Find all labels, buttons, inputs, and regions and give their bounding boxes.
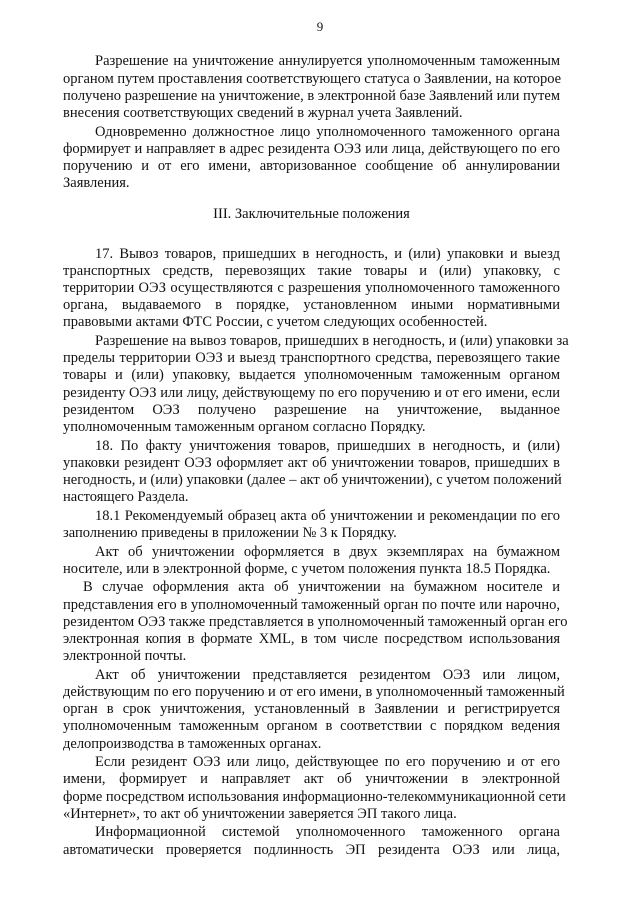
text-line: В случае оформления акта об уничтожении на бумажном носителе и: [83, 579, 560, 596]
text-line: правовыми актами ФТС России, с учетом следующих особенностей.: [63, 314, 488, 331]
text-line: делопроизводства в таможенных органах.: [63, 735, 322, 752]
text-line: резиденту ОЭЗ или лицу, действующему по его поручению и от его имени, если: [63, 384, 560, 401]
paragraph: [63, 544, 560, 578]
text-line: получено разрешение на уничтожение, в электронной базе Заявлений или путем: [63, 87, 561, 104]
section-heading: III. Заключительные положения: [213, 206, 410, 223]
text-line: заполнению приведены в приложении № 3 к Порядку.: [63, 525, 397, 542]
text-line: Акт об уничтожении оформляется в двух экземплярах на бумажном: [95, 543, 560, 560]
text-line: резидентом ОЭЗ получено разрешение на уничтожение, выданное: [63, 401, 560, 418]
text-line: формирует и направляет в адрес резидента ОЭЗ или лица, действующего по его: [63, 140, 560, 157]
text-line: Информационной системой уполномоченного таможенного органа: [95, 824, 560, 841]
text-line: внесения соответствующих сведений в журнал учета Заявлений.: [63, 105, 463, 121]
text-line: поручению и от его имени, авторизованное сообщение об аннулировании: [63, 158, 560, 174]
text-line: автоматически проверяется подлинность ЭП резидента ОЭЗ или лица,: [63, 841, 560, 858]
text-line: Разрешение на уничтожение аннулируется уполномоченным таможенным: [95, 53, 560, 70]
paragraphs-before-heading: [63, 53, 560, 192]
text-line: 18.1 Рекомендуемый образец акта об уничтожении и рекомендации по его: [95, 507, 560, 524]
document-body: [63, 52, 569, 859]
text-line: территории ОЭЗ осуществляются с разрешения уполномоченного таможенного: [63, 280, 560, 297]
text-line: имени, формирует и направляет акт об уничтожении в электронной: [63, 771, 560, 788]
paragraph: [63, 824, 560, 858]
text-line: орган в срок уничтожения, установленный в Заявлении и регистрируется: [63, 701, 560, 718]
text-line: пределы территории ОЭЗ и выезд транспортного средства, перевозящего такие: [63, 350, 560, 367]
text-line: форме посредством использования информационно-телекоммуникационной сети: [63, 788, 566, 805]
text-line: действующим по его поручению и от его имени, в уполномоченный таможенный: [63, 684, 565, 701]
text-line: негодность, и (или) упаковки (далее – акт об уничтожении), с учетом положений: [63, 472, 562, 489]
text-line: «Интернет», то акт об уничтожении заверяется ЭП такого лица.: [63, 805, 457, 822]
text-line: уполномоченным таможенным органом согласно Порядку.: [63, 419, 426, 436]
text-line: Акт об уничтожении представляется резидентом ОЭЗ или лицом,: [95, 666, 560, 683]
text-line: Если резидент ОЭЗ или лицо, действующее по его поручению и от его: [95, 754, 560, 771]
paragraph: [63, 124, 560, 193]
text-line: электронная копия в формате XML, в том числе посредством использования: [63, 631, 560, 648]
text-line: 18. По факту уничтожения товаров, пришедших в негодность, и (или): [95, 437, 560, 454]
paragraph: [63, 246, 560, 332]
text-line: Разрешение на вывоз товаров, пришедших в негодность, и (или) упаковки за: [95, 333, 569, 350]
text-line: Заявления.: [63, 175, 130, 192]
text-line: упаковки резидент ОЭЗ оформляет акт об уничтожении товаров, пришедших в: [63, 454, 560, 471]
paragraph: [63, 754, 566, 823]
text-line: резидентом ОЭЗ также представляется в уполномоченный таможенный орган его: [63, 613, 568, 630]
text-line: транспортных средств, перевозящих такие товары и (или) упаковку, с: [63, 262, 560, 279]
paragraph: [63, 438, 560, 507]
text-line: органа, выдаваемого в порядке, установленном иными нормативными: [63, 297, 560, 314]
text-line: электронной почты.: [63, 648, 187, 665]
paragraph: [63, 666, 565, 753]
paragraphs-after-heading: [63, 245, 569, 859]
paragraph: [63, 53, 560, 122]
text-line: носителе, или в электронной форме, с учетом положения пункта 18.5 Порядка.: [63, 560, 551, 577]
page-number: 9: [316, 19, 324, 34]
text-line: уполномоченным таможенным органом в соответствии с порядком ведения: [63, 718, 560, 735]
text-line: настоящего Раздела.: [63, 489, 189, 506]
text-line: представления его в уполномоченный таможенный орган по почте или нарочно,: [63, 596, 560, 613]
text-line: органом путем проставления соответствующего статуса о Заявлении, на которое: [63, 70, 562, 87]
text-line: 17. Вывоз товаров, пришедших в негодность, и (или) упаковки и выезд: [95, 245, 560, 262]
paragraph: [63, 508, 560, 542]
paragraph: [63, 333, 569, 436]
text-line: товары и (или) упаковку, выдается уполномоченным таможенным органом: [63, 367, 560, 384]
paragraph: [63, 579, 568, 665]
text-line: Одновременно должностное лицо уполномоченного таможенного органа: [95, 123, 560, 140]
